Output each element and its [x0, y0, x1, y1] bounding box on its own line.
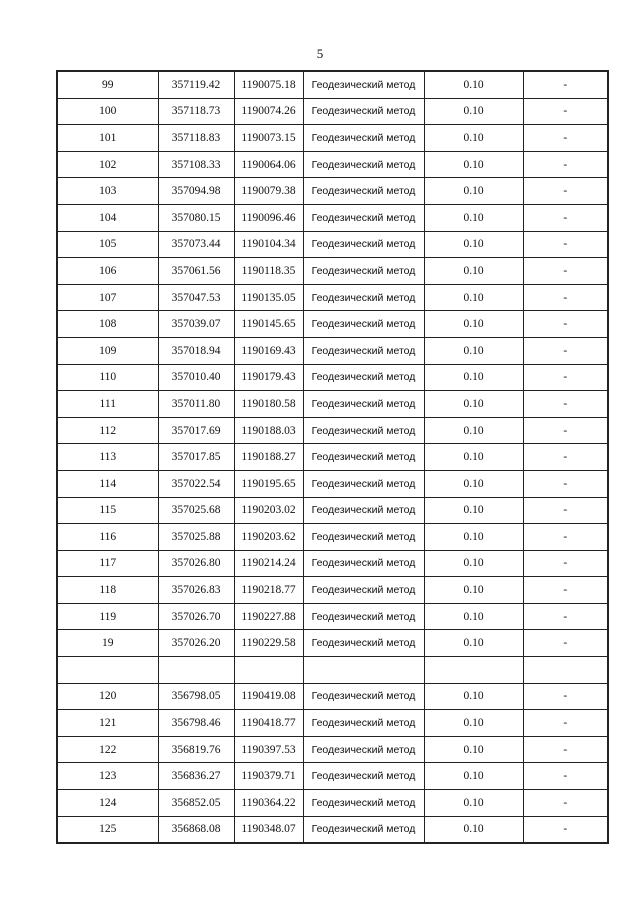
- accuracy-cell: 0.10: [424, 577, 523, 604]
- coordinate-y-cell: 1190218.77: [234, 577, 303, 604]
- coordinate-y-cell: [234, 657, 303, 684]
- table-row: [57, 364, 608, 391]
- accuracy-cell: 0.10: [424, 683, 523, 710]
- accuracy-cell: 0.10: [424, 736, 523, 763]
- method-cell: Геодезический метод: [303, 71, 424, 98]
- coordinate-x-cell: 357080.15: [158, 204, 234, 231]
- note-cell: -: [523, 417, 608, 444]
- point-number-cell: 111: [57, 391, 158, 418]
- note-cell: -: [523, 710, 608, 737]
- method-cell: Геодезический метод: [303, 683, 424, 710]
- accuracy-cell: 0.10: [424, 470, 523, 497]
- coordinate-x-cell: 357018.94: [158, 337, 234, 364]
- point-number-cell: 104: [57, 204, 158, 231]
- table-row: [57, 550, 608, 577]
- coordinate-x-cell: 357026.83: [158, 577, 234, 604]
- coordinate-y-cell: 1190379.71: [234, 763, 303, 790]
- coordinate-y-cell: 1190418.77: [234, 710, 303, 737]
- point-number-cell: 101: [57, 125, 158, 152]
- note-cell: -: [523, 736, 608, 763]
- method-cell: Геодезический метод: [303, 710, 424, 737]
- table-row: [57, 577, 608, 604]
- accuracy-cell: 0.10: [424, 71, 523, 98]
- point-number-cell: 114: [57, 470, 158, 497]
- note-cell: -: [523, 364, 608, 391]
- coordinate-y-cell: 1190419.08: [234, 683, 303, 710]
- method-cell: Геодезический метод: [303, 444, 424, 471]
- accuracy-cell: 0.10: [424, 417, 523, 444]
- table-row: [57, 603, 608, 630]
- accuracy-cell: 0.10: [424, 231, 523, 258]
- table-row: [57, 311, 608, 338]
- point-number-cell: 115: [57, 497, 158, 524]
- coordinate-y-cell: 1190229.58: [234, 630, 303, 657]
- accuracy-cell: 0.10: [424, 125, 523, 152]
- coordinate-y-cell: 1190075.18: [234, 71, 303, 98]
- table-row: [57, 231, 608, 258]
- coordinate-x-cell: [158, 657, 234, 684]
- table-row: [57, 284, 608, 311]
- coordinate-x-cell: 356852.05: [158, 790, 234, 817]
- point-number-cell: 105: [57, 231, 158, 258]
- coordinate-x-cell: 357119.42: [158, 71, 234, 98]
- accuracy-cell: [424, 657, 523, 684]
- coordinate-x-cell: 357118.83: [158, 125, 234, 152]
- note-cell: -: [523, 151, 608, 178]
- coordinate-x-cell: 357022.54: [158, 470, 234, 497]
- note-cell: -: [523, 816, 608, 843]
- note-cell: -: [523, 337, 608, 364]
- note-cell: -: [523, 231, 608, 258]
- table-row: [57, 391, 608, 418]
- coordinate-x-cell: 357026.80: [158, 550, 234, 577]
- method-cell: Геодезический метод: [303, 125, 424, 152]
- coordinate-x-cell: 357025.68: [158, 497, 234, 524]
- accuracy-cell: 0.10: [424, 284, 523, 311]
- table-row: [57, 337, 608, 364]
- table-row: [57, 630, 608, 657]
- method-cell: Геодезический метод: [303, 151, 424, 178]
- point-number-cell: 125: [57, 816, 158, 843]
- table-row: [57, 497, 608, 524]
- point-number-cell: [57, 657, 158, 684]
- coordinate-y-cell: 1190348.07: [234, 816, 303, 843]
- note-cell: -: [523, 630, 608, 657]
- method-cell: Геодезический метод: [303, 736, 424, 763]
- method-cell: Геодезический метод: [303, 790, 424, 817]
- accuracy-cell: 0.10: [424, 98, 523, 125]
- coordinate-y-cell: 1190227.88: [234, 603, 303, 630]
- coordinate-x-cell: 357061.56: [158, 258, 234, 285]
- coordinate-x-cell: 356798.05: [158, 683, 234, 710]
- point-number-cell: 19: [57, 630, 158, 657]
- method-cell: Геодезический метод: [303, 816, 424, 843]
- point-number-cell: 107: [57, 284, 158, 311]
- method-cell: Геодезический метод: [303, 763, 424, 790]
- coordinate-y-cell: 1190180.58: [234, 391, 303, 418]
- accuracy-cell: 0.10: [424, 550, 523, 577]
- method-cell: Геодезический метод: [303, 524, 424, 551]
- point-number-cell: 118: [57, 577, 158, 604]
- coordinate-y-cell: 1190203.02: [234, 497, 303, 524]
- coordinate-y-cell: 1190188.27: [234, 444, 303, 471]
- coordinate-x-cell: 357025.88: [158, 524, 234, 551]
- accuracy-cell: 0.10: [424, 391, 523, 418]
- note-cell: -: [523, 683, 608, 710]
- point-number-cell: 124: [57, 790, 158, 817]
- table-row: [57, 204, 608, 231]
- table-row: [57, 417, 608, 444]
- coordinate-y-cell: 1190073.15: [234, 125, 303, 152]
- method-cell: Геодезический метод: [303, 550, 424, 577]
- coordinate-x-cell: 356798.46: [158, 710, 234, 737]
- note-cell: -: [523, 258, 608, 285]
- coordinate-x-cell: 357047.53: [158, 284, 234, 311]
- coordinate-x-cell: 357026.20: [158, 630, 234, 657]
- method-cell: Геодезический метод: [303, 178, 424, 205]
- table-row: [57, 98, 608, 125]
- point-number-cell: 117: [57, 550, 158, 577]
- accuracy-cell: 0.10: [424, 790, 523, 817]
- accuracy-cell: 0.10: [424, 524, 523, 551]
- table-row: [57, 71, 608, 98]
- method-cell: Геодезический метод: [303, 284, 424, 311]
- coordinate-y-cell: 1190079.38: [234, 178, 303, 205]
- coordinate-x-cell: 357026.70: [158, 603, 234, 630]
- coordinate-y-cell: 1190096.46: [234, 204, 303, 231]
- note-cell: -: [523, 125, 608, 152]
- note-cell: -: [523, 98, 608, 125]
- accuracy-cell: 0.10: [424, 311, 523, 338]
- note-cell: -: [523, 311, 608, 338]
- table-row: [57, 125, 608, 152]
- table-row: [57, 151, 608, 178]
- method-cell: Геодезический метод: [303, 577, 424, 604]
- method-cell: Геодезический метод: [303, 497, 424, 524]
- coordinate-x-cell: 357073.44: [158, 231, 234, 258]
- coordinate-x-cell: 357108.33: [158, 151, 234, 178]
- table-row: [57, 657, 608, 684]
- coordinate-y-cell: 1190195.65: [234, 470, 303, 497]
- point-number-cell: 116: [57, 524, 158, 551]
- method-cell: Геодезический метод: [303, 417, 424, 444]
- method-cell: Геодезический метод: [303, 630, 424, 657]
- table-row: [57, 790, 608, 817]
- point-number-cell: 123: [57, 763, 158, 790]
- point-number-cell: 112: [57, 417, 158, 444]
- note-cell: -: [523, 284, 608, 311]
- coordinate-x-cell: 357011.80: [158, 391, 234, 418]
- coordinate-y-cell: 1190188.03: [234, 417, 303, 444]
- point-number-cell: 102: [57, 151, 158, 178]
- coordinate-x-cell: 357039.07: [158, 311, 234, 338]
- point-number-cell: 119: [57, 603, 158, 630]
- note-cell: -: [523, 550, 608, 577]
- coordinate-x-cell: 357017.85: [158, 444, 234, 471]
- table-row: [57, 736, 608, 763]
- coordinate-x-cell: 357017.69: [158, 417, 234, 444]
- note-cell: -: [523, 577, 608, 604]
- point-number-cell: 109: [57, 337, 158, 364]
- coordinate-y-cell: 1190064.06: [234, 151, 303, 178]
- table-row: [57, 683, 608, 710]
- coordinate-x-cell: 357010.40: [158, 364, 234, 391]
- point-number-cell: 120: [57, 683, 158, 710]
- table-row: [57, 178, 608, 205]
- coordinate-y-cell: 1190169.43: [234, 337, 303, 364]
- note-cell: -: [523, 391, 608, 418]
- accuracy-cell: 0.10: [424, 444, 523, 471]
- point-number-cell: 108: [57, 311, 158, 338]
- note-cell: -: [523, 178, 608, 205]
- accuracy-cell: 0.10: [424, 630, 523, 657]
- accuracy-cell: 0.10: [424, 710, 523, 737]
- note-cell: [523, 657, 608, 684]
- accuracy-cell: 0.10: [424, 364, 523, 391]
- table-row: [57, 524, 608, 551]
- note-cell: -: [523, 470, 608, 497]
- coordinate-y-cell: 1190104.34: [234, 231, 303, 258]
- accuracy-cell: 0.10: [424, 258, 523, 285]
- note-cell: -: [523, 497, 608, 524]
- note-cell: -: [523, 204, 608, 231]
- accuracy-cell: 0.10: [424, 204, 523, 231]
- method-cell: [303, 657, 424, 684]
- note-cell: -: [523, 71, 608, 98]
- accuracy-cell: 0.10: [424, 497, 523, 524]
- method-cell: Геодезический метод: [303, 391, 424, 418]
- note-cell: -: [523, 524, 608, 551]
- coordinate-y-cell: 1190074.26: [234, 98, 303, 125]
- method-cell: Геодезический метод: [303, 204, 424, 231]
- point-number-cell: 110: [57, 364, 158, 391]
- table-row: [57, 444, 608, 471]
- note-cell: -: [523, 603, 608, 630]
- accuracy-cell: 0.10: [424, 603, 523, 630]
- point-number-cell: 113: [57, 444, 158, 471]
- method-cell: Геодезический метод: [303, 98, 424, 125]
- coordinate-y-cell: 1190397.53: [234, 736, 303, 763]
- method-cell: Геодезический метод: [303, 258, 424, 285]
- table-row: [57, 710, 608, 737]
- method-cell: Геодезический метод: [303, 603, 424, 630]
- method-cell: Геодезический метод: [303, 364, 424, 391]
- table-row: [57, 470, 608, 497]
- coordinate-y-cell: 1190214.24: [234, 550, 303, 577]
- point-number-cell: 99: [57, 71, 158, 98]
- table-row: [57, 763, 608, 790]
- table-row: [57, 816, 608, 843]
- coordinate-x-cell: 356868.08: [158, 816, 234, 843]
- note-cell: -: [523, 790, 608, 817]
- coordinate-y-cell: 1190179.43: [234, 364, 303, 391]
- point-number-cell: 103: [57, 178, 158, 205]
- accuracy-cell: 0.10: [424, 178, 523, 205]
- coordinate-y-cell: 1190118.35: [234, 258, 303, 285]
- point-number-cell: 100: [57, 98, 158, 125]
- accuracy-cell: 0.10: [424, 816, 523, 843]
- note-cell: -: [523, 444, 608, 471]
- method-cell: Геодезический метод: [303, 311, 424, 338]
- coordinate-y-cell: 1190145.65: [234, 311, 303, 338]
- point-number-cell: 121: [57, 710, 158, 737]
- table-row: [57, 258, 608, 285]
- method-cell: Геодезический метод: [303, 231, 424, 258]
- coordinate-y-cell: 1190203.62: [234, 524, 303, 551]
- accuracy-cell: 0.10: [424, 337, 523, 364]
- accuracy-cell: 0.10: [424, 151, 523, 178]
- coordinate-x-cell: 356836.27: [158, 763, 234, 790]
- coordinate-y-cell: 1190135.05: [234, 284, 303, 311]
- coordinate-x-cell: 357094.98: [158, 178, 234, 205]
- coordinates-table-body: [57, 71, 608, 843]
- point-number-cell: 122: [57, 736, 158, 763]
- method-cell: Геодезический метод: [303, 470, 424, 497]
- coordinate-x-cell: 356819.76: [158, 736, 234, 763]
- point-number-cell: 106: [57, 258, 158, 285]
- coordinate-x-cell: 357118.73: [158, 98, 234, 125]
- coordinates-table: [56, 70, 609, 844]
- note-cell: -: [523, 763, 608, 790]
- method-cell: Геодезический метод: [303, 337, 424, 364]
- coordinate-y-cell: 1190364.22: [234, 790, 303, 817]
- page-number: 5: [316, 46, 324, 61]
- accuracy-cell: 0.10: [424, 763, 523, 790]
